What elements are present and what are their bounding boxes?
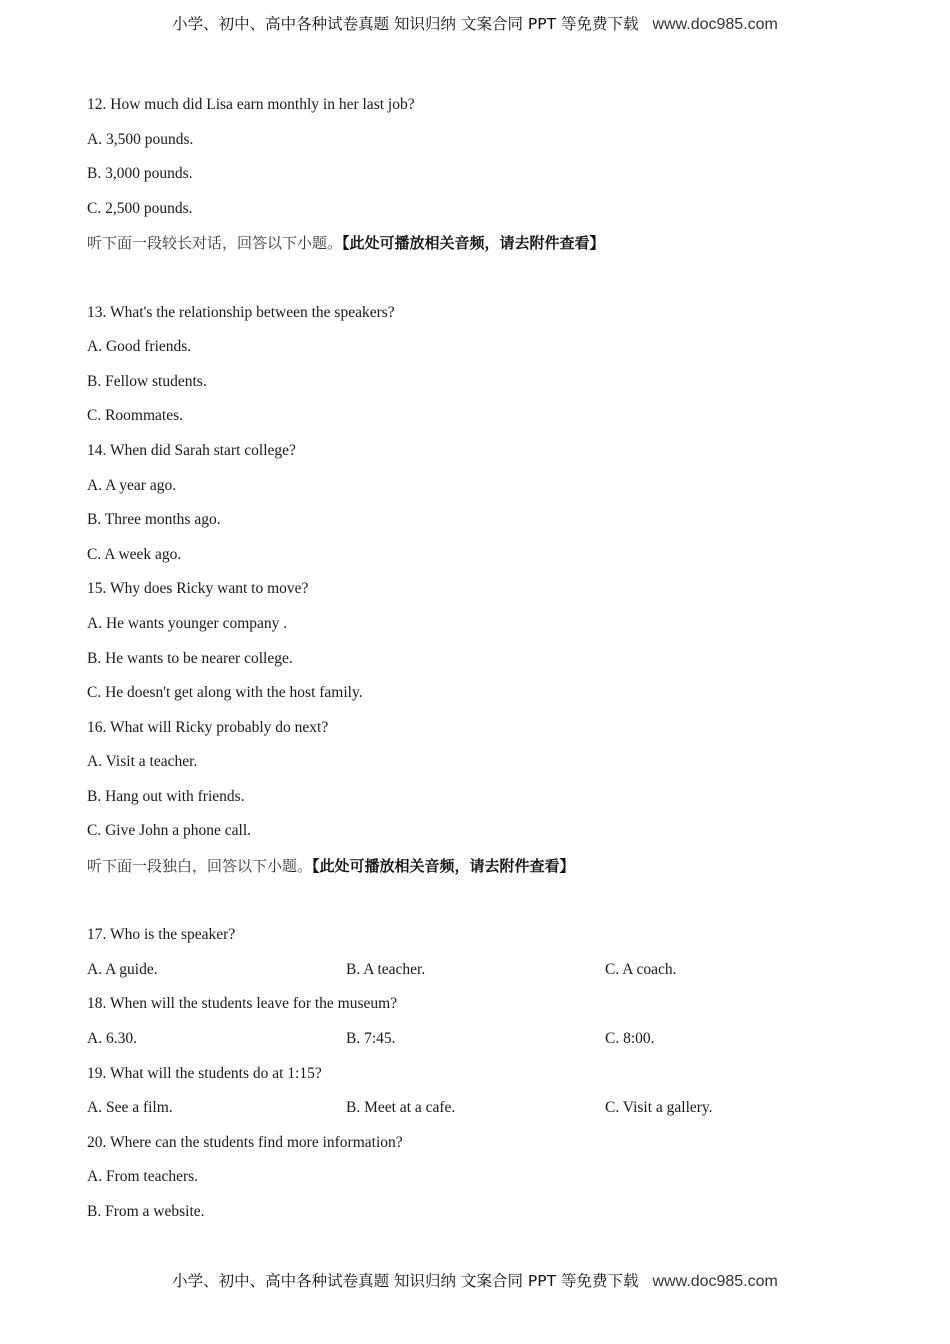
- audio-attachment-tip[interactable]: 【此处可播放相关音频，请去附件查看】: [342, 234, 605, 253]
- header-banner: [0, 12, 950, 34]
- question-stem: 13. What's the relationship between the speakers?: [87, 303, 395, 321]
- question-16: [87, 711, 867, 849]
- option-b: B. Meet at a cafe.: [346, 1099, 456, 1117]
- question-stem: 16. What will Ricky probably do next?: [87, 718, 329, 736]
- option-c: C. Give John a phone call.: [87, 822, 252, 840]
- question-stem: 18. When will the students leave for the museum?: [87, 995, 398, 1013]
- question-18: [87, 987, 867, 1056]
- question-20: [87, 1126, 867, 1230]
- option-c: C. A coach.: [605, 960, 677, 978]
- spacer: [87, 261, 867, 296]
- options-row: [87, 1091, 867, 1126]
- option-a: A. 3,500 pounds.: [87, 130, 194, 148]
- listening-instruction: [87, 226, 867, 261]
- listening-instruction: [87, 849, 867, 884]
- option-c: C. 2,500 pounds.: [87, 199, 193, 217]
- question-15: [87, 572, 867, 710]
- question-stem: 15. Why does Ricky want to move?: [87, 580, 309, 598]
- options-row: [87, 953, 867, 988]
- question-13: [87, 296, 867, 434]
- footer-banner-text: 小学、初中、高中各种试卷真题 知识归纳 文案合同 PPT 等免费下载: [172, 1272, 639, 1290]
- option-a: A. Good friends.: [87, 338, 192, 356]
- question-stem: 14. When did Sarah start college?: [87, 441, 296, 459]
- footer-site-link[interactable]: www.doc985.com: [652, 1273, 778, 1290]
- option-a: A. A guide.: [87, 960, 158, 978]
- option-c: C. He doesn't get along with the host family.: [87, 684, 363, 702]
- question-stem: 20. Where can the students find more information?: [87, 1133, 403, 1151]
- option-c: C. Visit a gallery.: [605, 1099, 713, 1117]
- question-stem: 12. How much did Lisa earn monthly in her last job?: [87, 96, 415, 113]
- spacer: [87, 884, 867, 919]
- option-a: A. See a film.: [87, 1099, 173, 1117]
- option-b: B. Hang out with friends.: [87, 787, 245, 805]
- option-c: C. A week ago.: [87, 545, 182, 563]
- option-b: B. 3,000 pounds.: [87, 165, 193, 183]
- question-stem: 19. What will the students do at 1:15?: [87, 1064, 322, 1082]
- audio-attachment-tip[interactable]: 【此处可播放相关音频，请去附件查看】: [312, 857, 575, 876]
- question-19: [87, 1057, 867, 1126]
- footer-banner: [0, 1269, 950, 1291]
- header-site-link[interactable]: www.doc985.com: [652, 16, 778, 33]
- option-a: A. He wants younger company .: [87, 614, 288, 632]
- question-14: [87, 434, 867, 572]
- question-stem: 17. Who is the speaker?: [87, 926, 236, 944]
- options-row: [87, 1022, 867, 1057]
- question-17: [87, 918, 867, 987]
- option-b: B. From a website.: [87, 1203, 205, 1220]
- option-a: A. 6.30.: [87, 1030, 137, 1048]
- option-a: A. From teachers.: [87, 1168, 199, 1186]
- option-c: C. 8:00.: [605, 1030, 655, 1048]
- option-b: B. He wants to be nearer college.: [87, 649, 293, 667]
- exam-content: [87, 88, 867, 1230]
- option-a: A. Visit a teacher.: [87, 753, 198, 771]
- instruction-text: 听下面一段独白，回答以下小题。: [87, 857, 313, 876]
- header-banner-text: 小学、初中、高中各种试卷真题 知识归纳 文案合同 PPT 等免费下载: [172, 15, 639, 33]
- instruction-text: 听下面一段较长对话，回答以下小题。: [87, 234, 343, 253]
- option-b: B. Three months ago.: [87, 511, 221, 529]
- option-b: B. 7:45.: [346, 1030, 396, 1048]
- option-b: B. Fellow students.: [87, 372, 207, 390]
- question-12: [87, 88, 867, 226]
- option-a: A. A year ago.: [87, 476, 177, 494]
- option-c: C. Roommates.: [87, 407, 184, 425]
- option-b: B. A teacher.: [346, 960, 426, 978]
